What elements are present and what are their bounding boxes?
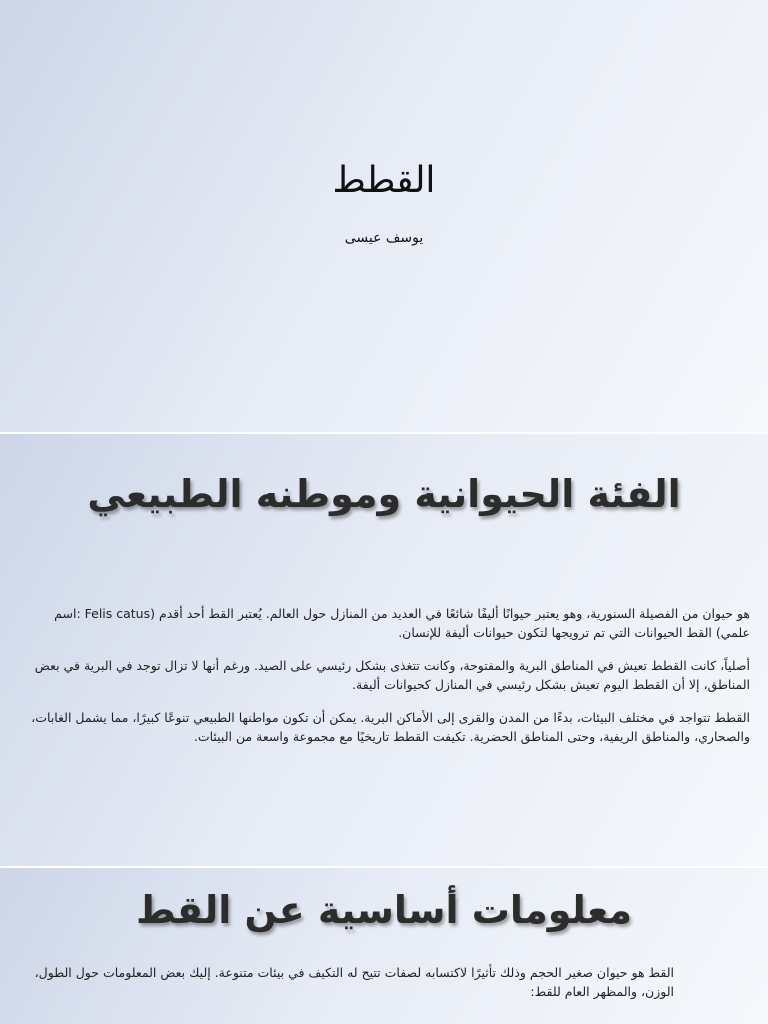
slide-body [18,604,750,760]
paragraph-overview: القط هو حيوان صغير الحجم وذلك تأثيرًا لاكتسابه لصفات تتيح له التكيف في بيئات متنوعة. إليك بعض المعلومات حول الطول، الوزن، والمظهر العام للقط: [34,965,674,999]
paragraph-intro: هو حيوان من الفصيلة السنورية، وهو يعتبر حيوانًا أليفًا شائعًا في العديد من المنازل حول العالم. يُعتبر القط أحد أقدم (Felis catus :اسم علمي) القط الحيوانات التي تم ترويجها لتكون حيوانات أليفة للإنسان. [54,606,750,640]
paragraph-origin: أصلياً، كانت القطط تعيش في المناطق البرية والمفتوحة، وكانت تتغذى بشكل رئيسي على الصيد. ورغم أنها لا تزال توجد في البرية في بعض المناطق، إلا أن القطط اليوم تعيش بشكل رئيسي في المنازل كحيوانات أليفة. [34,658,750,692]
slide-heading: الفئة الحيوانية وموطنه الطبيعي [87,472,681,516]
slide-title [0,0,768,432]
paragraph-environments: القطط تتواجد في مختلف البيئات، بدءًا من المدن والقرى إلى الأماكن البرية. يمكن أن تكون مواطنها الطبيعي تنوعًا كبيرًا، مما يشمل الغابات، والصحاري، والمناطق الريفية، وحتى المناطق الحضرية. تكيفت القطط تاريخيًا مع مجموعة واسعة من البيئات. [31,710,750,744]
slide-heading: معلومات أساسية عن القط [135,888,633,932]
slide-basic-info [0,868,768,1024]
slide-habitat [0,434,768,866]
presentation-title: القطط [332,160,436,201]
author-name: يوسف عيسى [344,230,424,246]
slide-body [6,963,674,1015]
